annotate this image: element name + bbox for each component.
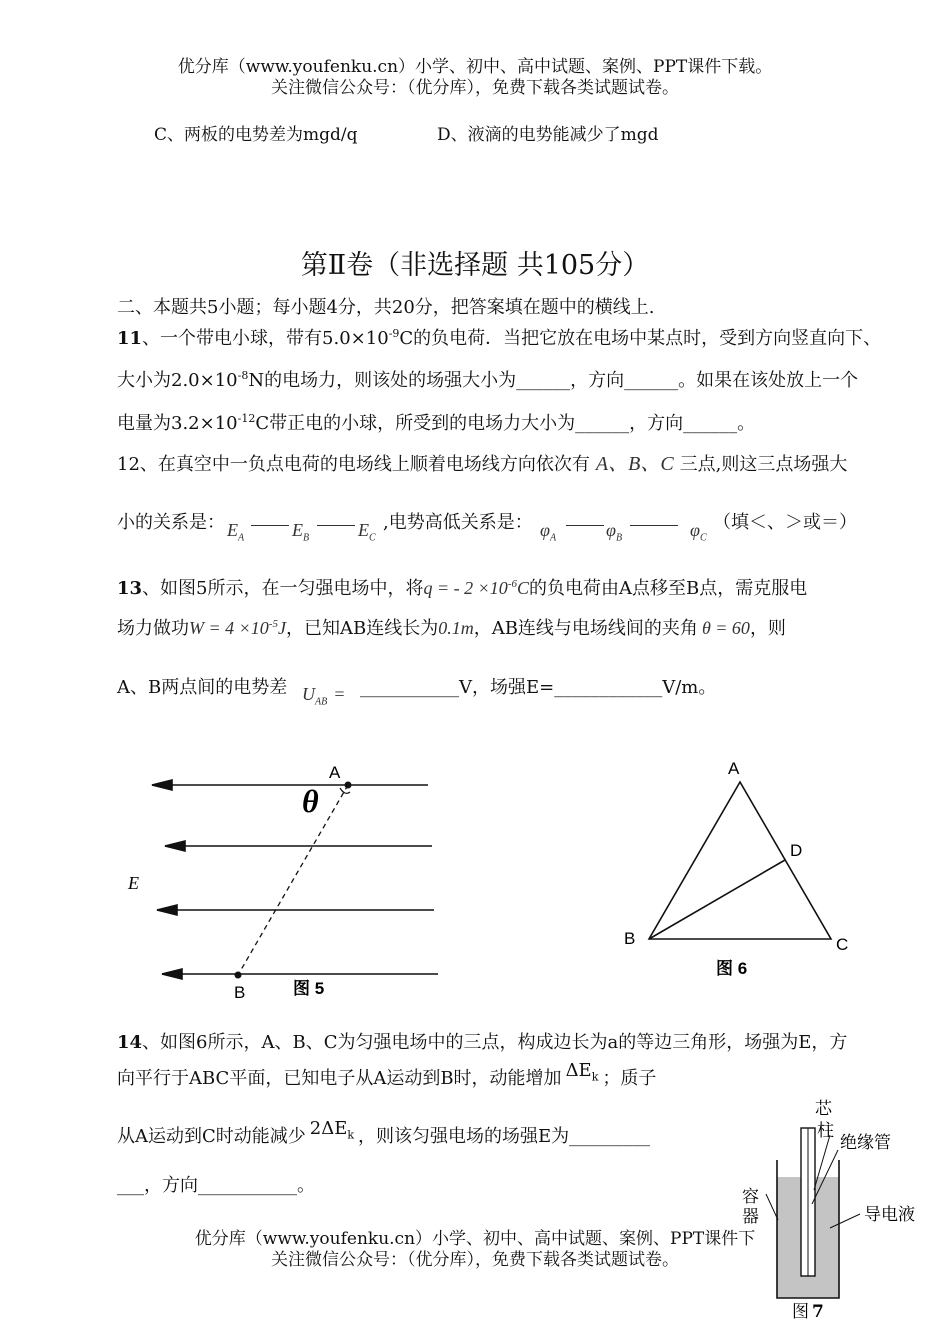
q14-dek-symbol: ΔE [565,1060,592,1081]
q12-text-2b: ,电势高低关系是： [383,512,533,533]
field-arrow-3 [157,905,177,915]
q13-line-2 [117,614,786,640]
q12-eb-symbol: E [292,520,303,540]
q14-text-2b: ；质子 [602,1068,657,1089]
q14-text-3a: 从A运动到C时动能减少 [117,1126,306,1147]
field-arrow-2 [165,841,185,851]
q14-number: 14 [117,1032,143,1053]
q11-text-1b: C的负电荷．当把它放在电场中某点时，受到方向竖直向下、 [399,328,882,349]
footer-line-2: 关注微信公众号：（优分库），免费下载各类试题试卷。 [271,1250,679,1270]
q11-line-2 [117,366,858,392]
q12-blank-3 [566,525,604,526]
q12-blank-1 [251,525,289,526]
label-a: A [329,763,341,782]
triangle-abc [649,782,831,939]
fig7-caption-b: 7 [812,1302,824,1322]
angle-arc [340,788,350,793]
q12-points: A、B、C [595,453,674,475]
q13-text-2c: ，AB连线与电场线间的夹角 [473,618,698,639]
fig6-caption: 图 6 [716,959,748,978]
q12-ea-sub: A [238,532,245,544]
q12-ec-symbol: E [358,520,369,540]
q14-dek-sub: k [591,1070,599,1084]
fig7-caption-a: 图 [792,1302,809,1322]
q12-text-1a: 12、在真空中一负点电荷的电场线上顺着电场线方向依次有 [117,454,590,475]
q13-q-expr: q = - 2 ×10 [423,578,508,598]
q12-pb-symbol: φ [606,520,616,540]
q13-w-expr: W = 4 ×10 [189,618,269,638]
q11-text-3b: C带正电的小球，所受到的电场力大小为______，方向______。 [255,413,756,434]
q12-text-2a: 小的关系是： [117,512,225,533]
container-label-1: 容 [742,1187,759,1207]
q11-text-3a: 电量为3.2×10 [117,413,238,434]
q12-pc-symbol: φ [690,520,700,540]
label-d: D [790,841,803,860]
q11-exp-2: -8 [237,369,249,382]
q12-pb [606,520,622,544]
container-label-2: 器 [742,1207,759,1227]
q11-text-2b: N的电场力，则该处的场强大小为______，方向______。如果在该处放上一个 [248,370,859,391]
q11-line-1 [117,324,881,350]
q14-dek [565,1060,599,1084]
theta-symbol: θ [302,783,319,819]
q13-text-1a: 、如图5所示，在一匀强电场中，将 [142,578,424,599]
q12-pb-sub: B [615,532,623,544]
line-bd [649,860,785,939]
q11-exp-1: -9 [388,327,400,340]
q14-dek2-sub: k [347,1128,355,1142]
footer-line-1: 优分库（www.youfenku.cn）小学、初中、高中试题、案例、PPT课件下 [194,1229,756,1249]
q12-line-1 [117,447,847,476]
q13-q-exp: -6 [507,578,517,590]
q12-ec-sub: C [369,532,376,544]
q14-text-1: 、如图6所示，A、B、C为匀强电场中的三点，构成边长为a的等边三角形，场强为E，方 [142,1032,848,1053]
q13-number: 13 [117,578,143,599]
label-c: C [836,935,849,954]
q13-line-1 [117,574,807,600]
q11-exp-3: -12 [237,412,256,425]
q13-length: 0.1m [438,618,474,638]
point-b [235,972,242,979]
q14-line-1 [117,1028,847,1054]
header-line-1: 优分库（www.youfenku.cn）小学、初中、高中试题、案例、PPT课件下载。 [177,57,773,77]
q12-ec [358,520,376,544]
q13-equals: = [333,684,346,704]
q13-q-unit: C [516,578,529,598]
q13-angle: θ = 60 [701,618,750,638]
q13-uab-symbol: U [302,684,315,704]
q13-text-1b: 的负电荷由A点移至B点，需克服电 [529,578,808,599]
q14-dek2-symbol: 2ΔE [309,1118,348,1139]
q12-pa-sub: A [549,532,557,544]
q12-pc-sub: C [699,532,707,544]
q12-pc [690,520,707,544]
liquid-label: 导电液 [864,1205,915,1225]
field-arrow-4 [162,969,182,979]
q13-w-exp: -5 [268,618,278,630]
q14-text-2a: 向平行于ABC平面，已知电子从A运动到B时，动能增加 [117,1068,562,1089]
q12-text-2c: （填＜、＞或＝） [713,512,857,533]
q12-text-1b: 三点,则这三点场强大 [679,454,848,475]
q12-eb [292,520,309,544]
core-label-1: 芯 [815,1099,832,1119]
label-e: E [128,873,139,893]
q12-blank-4 [630,525,678,526]
q14-line-2 [117,1060,657,1092]
q11-text-1a: 、一个带电小球，带有5.0×10 [142,328,389,349]
label-a: A [728,759,740,778]
q13-text-2b: ，已知AB连线长为 [285,618,439,639]
q13-text-3b: ___________V，场强E=____________V/m。 [360,677,717,698]
q11-text-2a: 大小为2.0×10 [117,370,238,391]
point-a [345,782,352,789]
q13-w-unit: J [277,618,286,638]
q14-line-3 [117,1118,651,1150]
ab-dashed-line [238,785,348,975]
q12-blank-2 [317,525,355,526]
header-line-2: 关注微信公众号：（优分库），免费下载各类试题试卷。 [271,78,679,98]
q13-text-2a: 场力做功 [117,618,189,639]
q11-number: 11 [117,328,143,349]
field-arrow-1 [152,780,172,790]
q12-ea-symbol: E [227,520,238,540]
q12-pa-symbol: φ [540,520,550,540]
label-b: B [624,929,636,948]
option-d: D、液滴的电势能减少了mgd [437,125,659,145]
figure-7 [730,1090,950,1342]
q13-uab [302,684,345,708]
q13-text-3a: A、B两点间的电势差 [117,677,288,698]
label-b: B [234,983,246,1002]
fig5-caption: 图 5 [293,979,325,998]
section-title: 第Ⅱ卷（非选择题 共105分） [300,250,650,281]
q14-line-4: ___，方向___________。 [117,1175,315,1196]
section-intro: 二、本题共5小题；每小题4分，共20分，把答案填在题中的横线上. [117,297,655,318]
core-label-2: 柱 [817,1121,834,1141]
q11-line-3 [117,409,755,435]
q14-text-3b: ，则该匀强电场的场强E为_________ [358,1126,651,1147]
option-c: C、两板的电势差为mgd/q [154,125,358,145]
q12-ea [227,520,244,544]
figure-6 [600,750,870,990]
insulator-label: 绝缘管 [840,1133,891,1153]
q12-pa [540,520,556,544]
q13-text-2d: ，则 [749,618,786,639]
q13-uab-sub: AB [315,696,328,708]
q12-eb-sub: B [303,532,310,544]
figure-5 [110,750,460,1010]
q14-dek2 [309,1118,355,1142]
